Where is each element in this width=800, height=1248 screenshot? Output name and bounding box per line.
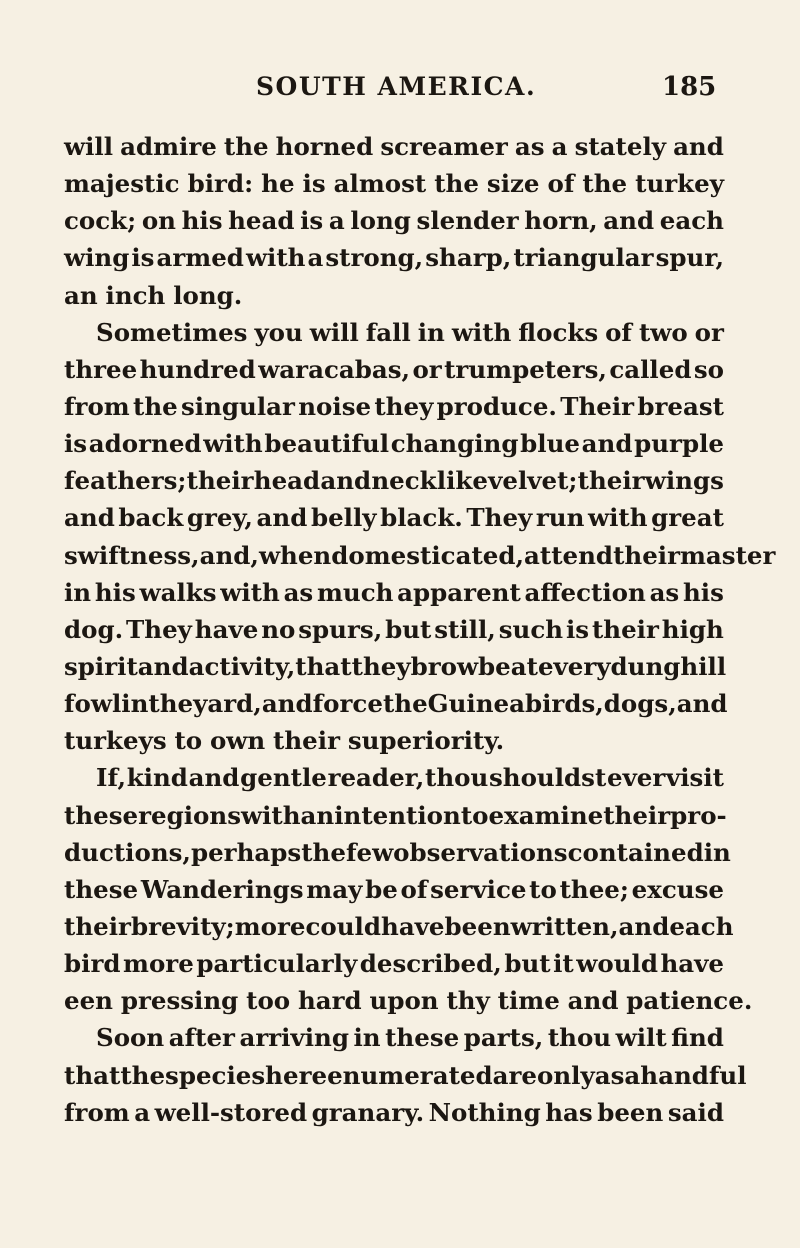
- text-line: from a well-stored granary. Nothing has been said: [64, 1097, 724, 1127]
- text-line: is adorned with beautiful changing blue and purple: [64, 429, 724, 459]
- page-header: [0, 72, 800, 112]
- text-line: een pressing too hard upon thy time and patience.: [64, 986, 753, 1016]
- text-line: in his walks with as much apparent affection as his: [64, 577, 724, 607]
- text-line: fowl in the yard, and force the Guinea birds, dogs, and: [64, 689, 728, 719]
- text-line: If, kind and gentle reader, thou shouldst ever visit: [96, 763, 724, 793]
- text-line: wing is armed with a strong, sharp, triangular spur,: [64, 243, 724, 273]
- text-line: will admire the horned screamer as a stately and: [64, 132, 724, 161]
- text-line: bird more particularly described, but it would have: [64, 949, 724, 979]
- body-text: [64, 128, 776, 1131]
- text-line: an inch long.: [64, 280, 243, 310]
- text-line: spirit and activity, that they browbeat every dunghill: [64, 651, 727, 681]
- text-line: these regions with an intention to examine their pro-: [64, 800, 727, 830]
- text-line: that the species here enumerated are only as a handful: [64, 1060, 747, 1090]
- page-number: 185: [662, 72, 717, 102]
- text-line: and back grey, and belly black. They run with great: [64, 503, 724, 533]
- running-head: SOUTH AMERICA.: [256, 72, 537, 101]
- text-line: dog. They have no spurs, but still, such is their high: [64, 614, 724, 644]
- text-line: these Wanderings may be of service to thee; excuse: [64, 874, 724, 904]
- text-line: three hundred waracabas, or trumpeters, called so: [64, 354, 724, 384]
- text-line: swiftness, and, when domesticated, attend their master: [64, 540, 776, 570]
- text-line: from the singular noise they produce. Their breast: [64, 391, 724, 421]
- text-line: Sometimes you will fall in with flocks of two or: [96, 317, 724, 347]
- text-line: ductions, perhaps the few observations contained in: [64, 837, 731, 867]
- text-line: majestic bird: he is almost the size of the turkey: [64, 169, 724, 199]
- text-line: feathers; their head and neck like velvet; their wings: [64, 466, 724, 496]
- text-line: cock; on his head is a long slender horn, and each: [64, 206, 724, 236]
- text-line: their brevity; more could have been written, and each: [64, 911, 734, 941]
- text-line: Soon after arriving in these parts, thou wilt find: [96, 1023, 724, 1053]
- text-line: turkeys to own their superiority.: [64, 726, 505, 756]
